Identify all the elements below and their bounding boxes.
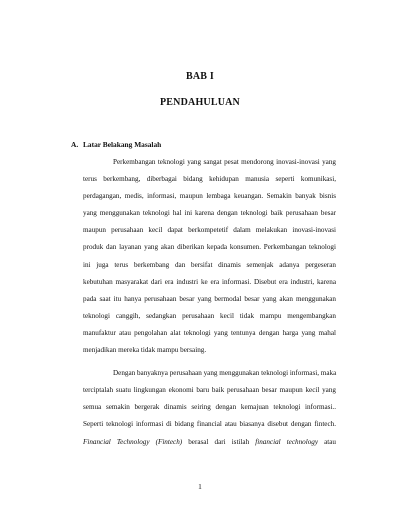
text-fragment: atau: [318, 437, 337, 446]
text-line: perdagangan, medis, informasi, maupun lembaga keuangan. Semakin banyak bisnis: [83, 192, 336, 201]
chapter-number: BAB I: [186, 71, 214, 82]
text-line: produk dan layanan yang akan diberikan kepada konsumen. Perkembangan teknologi: [83, 243, 336, 252]
paragraph-1: [83, 154, 336, 359]
text-line: teknologi canggih, sedangkan perusahaan kecil tidak mampu mengembangkan: [83, 311, 336, 320]
page-number: 1: [198, 482, 202, 491]
text-line: terus berkembang, diberbagai bidang kehidupan manusia seperti komunikasi,: [83, 175, 336, 184]
text-line: Seperti teknologi informasi di bidang financial atau biasanya disebut dengan fintech.: [83, 420, 336, 429]
text-fragment: berasal dari istilah: [182, 437, 256, 446]
paragraph-2: [83, 365, 336, 450]
section-letter: A.: [71, 140, 79, 149]
text-line: manufaktur atau pengolahan alat teknologi yang tentunya dengan harga yang mahal: [83, 328, 336, 337]
text-line: Dengan banyaknya perusahaan yang menggunakan teknologi informasi, maka: [113, 369, 337, 378]
text-line: semua semakin bergerak dinamis seiring dengan kemajuan teknologi informasi..: [83, 403, 336, 412]
text-line: maupun perusahaan kecil dapat berkompetetif dalam melakukan inovasi-inovasi: [83, 226, 336, 235]
term-italic: Financial Technology (Fintech): [83, 437, 183, 446]
text-line: ini juga terus berkembang dan bersifat dinamis semenjak adanya pergeseran: [83, 260, 336, 269]
chapter-title: PENDAHULUAN: [160, 97, 240, 108]
text-line: kebutuhan masyarakat dari era industri ke era informasi. Disebut era industri, karena: [83, 277, 336, 286]
term-italic: financial technology: [255, 437, 319, 446]
text-line: menjadikan mereka tidak mampu bersaing.: [83, 346, 207, 355]
section-title: Latar Belakang Masalah: [83, 140, 162, 149]
text-line: Perkembangan teknologi yang sangat pesat mendorong inovasi-inovasi yang: [113, 158, 336, 166]
text-line: terciptalah suatu lingkungan ekonomi baru baik perusahaan besar maupun kecil yang: [83, 386, 336, 395]
text-line: pada saat itu hanya perusahaan besar yang bermodal besar yang akan menggunakan: [83, 294, 336, 303]
text-line: yang menggunakan teknologi hal ini karena dengan teknologi baik perusahaan besar: [83, 209, 336, 218]
text-line-mixed: [83, 434, 336, 451]
body-text: [83, 154, 336, 451]
section-heading: [71, 140, 161, 149]
